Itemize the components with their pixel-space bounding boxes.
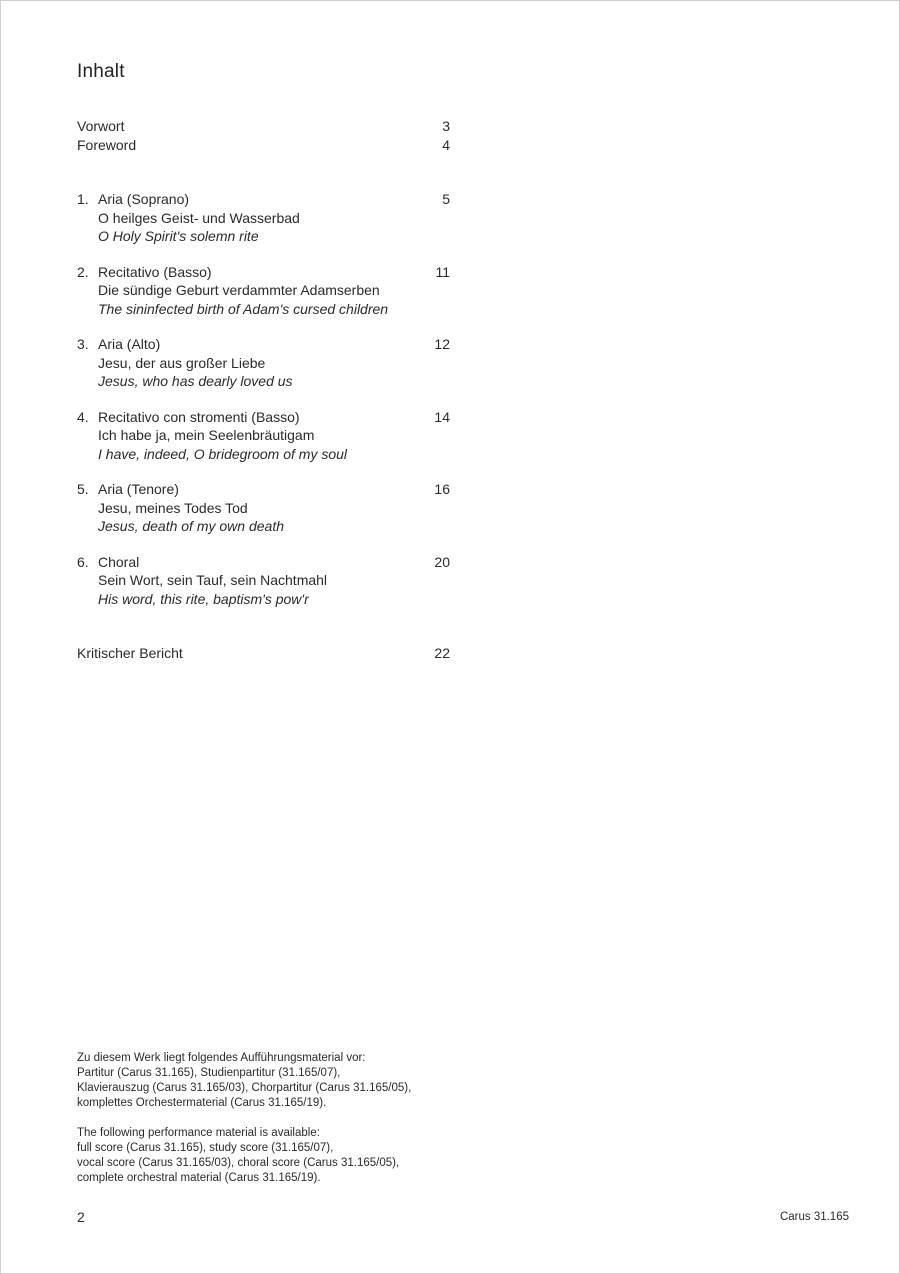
- movement-page: 5: [442, 191, 450, 207]
- movement-title-de: Ich habe ja, mein Seelenbräutigam: [98, 427, 315, 443]
- catalog-number: Carus 31.165: [779, 1211, 849, 1223]
- page-title: Inhalt: [77, 61, 125, 82]
- material-note-en: The following performance material is available: full score (Carus 31.165), study score (31.165/07), vocal score (Carus 31.165/03), choral score (Carus 31.165/05), complete orchestral material (Carus 31.165/19).: [77, 1127, 400, 1184]
- toc-movement-6[interactable]: [77, 553, 450, 609]
- toc-movement-4[interactable]: [77, 408, 450, 464]
- movement-number: 4.: [77, 408, 89, 425]
- performance-material-note: [77, 1051, 497, 1201]
- movement-title-en: Jesus, death of my own death: [98, 518, 284, 534]
- toc-movement-2[interactable]: [77, 263, 450, 319]
- movement-page: 16: [434, 481, 450, 497]
- movement-type: Recitativo con stromenti (Basso): [98, 408, 300, 425]
- movement-number: 3.: [77, 336, 89, 352]
- movement-type: Choral: [98, 553, 140, 570]
- movement-title-de: Sein Wort, sein Tauf, sein Nachtmahl: [98, 572, 328, 588]
- movement-title-en: His word, this rite, baptism's pow'r: [98, 590, 309, 607]
- toc-movement-1[interactable]: [77, 190, 450, 246]
- movement-title-de: O heilges Geist- und Wasserbad: [98, 209, 300, 226]
- toc-movement-5[interactable]: [77, 480, 450, 536]
- toc-entry-page: 3: [442, 118, 450, 134]
- movement-title-de: Jesu, der aus großer Liebe: [98, 354, 266, 371]
- movement-page: 14: [434, 408, 450, 425]
- movement-page: 20: [434, 553, 450, 570]
- movement-type: Aria (Soprano): [98, 191, 190, 207]
- toc-entry-foreword[interactable]: [77, 136, 450, 155]
- movement-title-en: O Holy Spirit's solemn rite: [98, 228, 259, 244]
- toc-entry-label: Vorwort: [77, 118, 125, 134]
- movement-number: 1.: [77, 191, 89, 207]
- toc-entry-label: Kritischer Bericht: [77, 645, 183, 661]
- toc-movement-3[interactable]: [77, 335, 450, 391]
- movement-number: 2.: [77, 263, 89, 280]
- movement-page: 12: [434, 336, 450, 352]
- movement-number: 6.: [77, 553, 89, 570]
- page-number: 2: [77, 1209, 85, 1225]
- toc-entry-vorwort[interactable]: [77, 117, 450, 136]
- movement-title-de: Die sündige Geburt verdammter Adamserben: [98, 282, 380, 298]
- toc-entry-page: 4: [442, 136, 450, 153]
- movement-number: 5.: [77, 481, 89, 497]
- movement-title-en: The sininfected birth of Adam's cursed children: [98, 300, 389, 317]
- movement-type: Aria (Alto): [98, 336, 161, 352]
- movement-page: 11: [435, 263, 450, 280]
- movement-title-en: Jesus, who has dearly loved us: [98, 373, 293, 389]
- toc-entry-kritischer-bericht[interactable]: [77, 644, 450, 663]
- material-note-de: Zu diesem Werk liegt folgendes Aufführungsmaterial vor: Partitur (Carus 31.165), Studienpartitur (31.165/07), Klavierauszug (Carus 31.165/03), Chorpartitur (Carus 31.165/05), komplettes Orchestermaterial (Carus 31.165/19).: [77, 1052, 412, 1109]
- movement-type: Aria (Tenore): [98, 481, 179, 497]
- movement-type: Recitativo (Basso): [98, 263, 212, 280]
- toc-entry-label: Foreword: [77, 136, 137, 153]
- toc-entry-page: 22: [434, 645, 450, 661]
- movement-title-de: Jesu, meines Todes Tod: [98, 499, 248, 516]
- table-of-contents: [77, 117, 450, 663]
- movement-title-en: I have, indeed, O bridegroom of my soul: [98, 445, 348, 462]
